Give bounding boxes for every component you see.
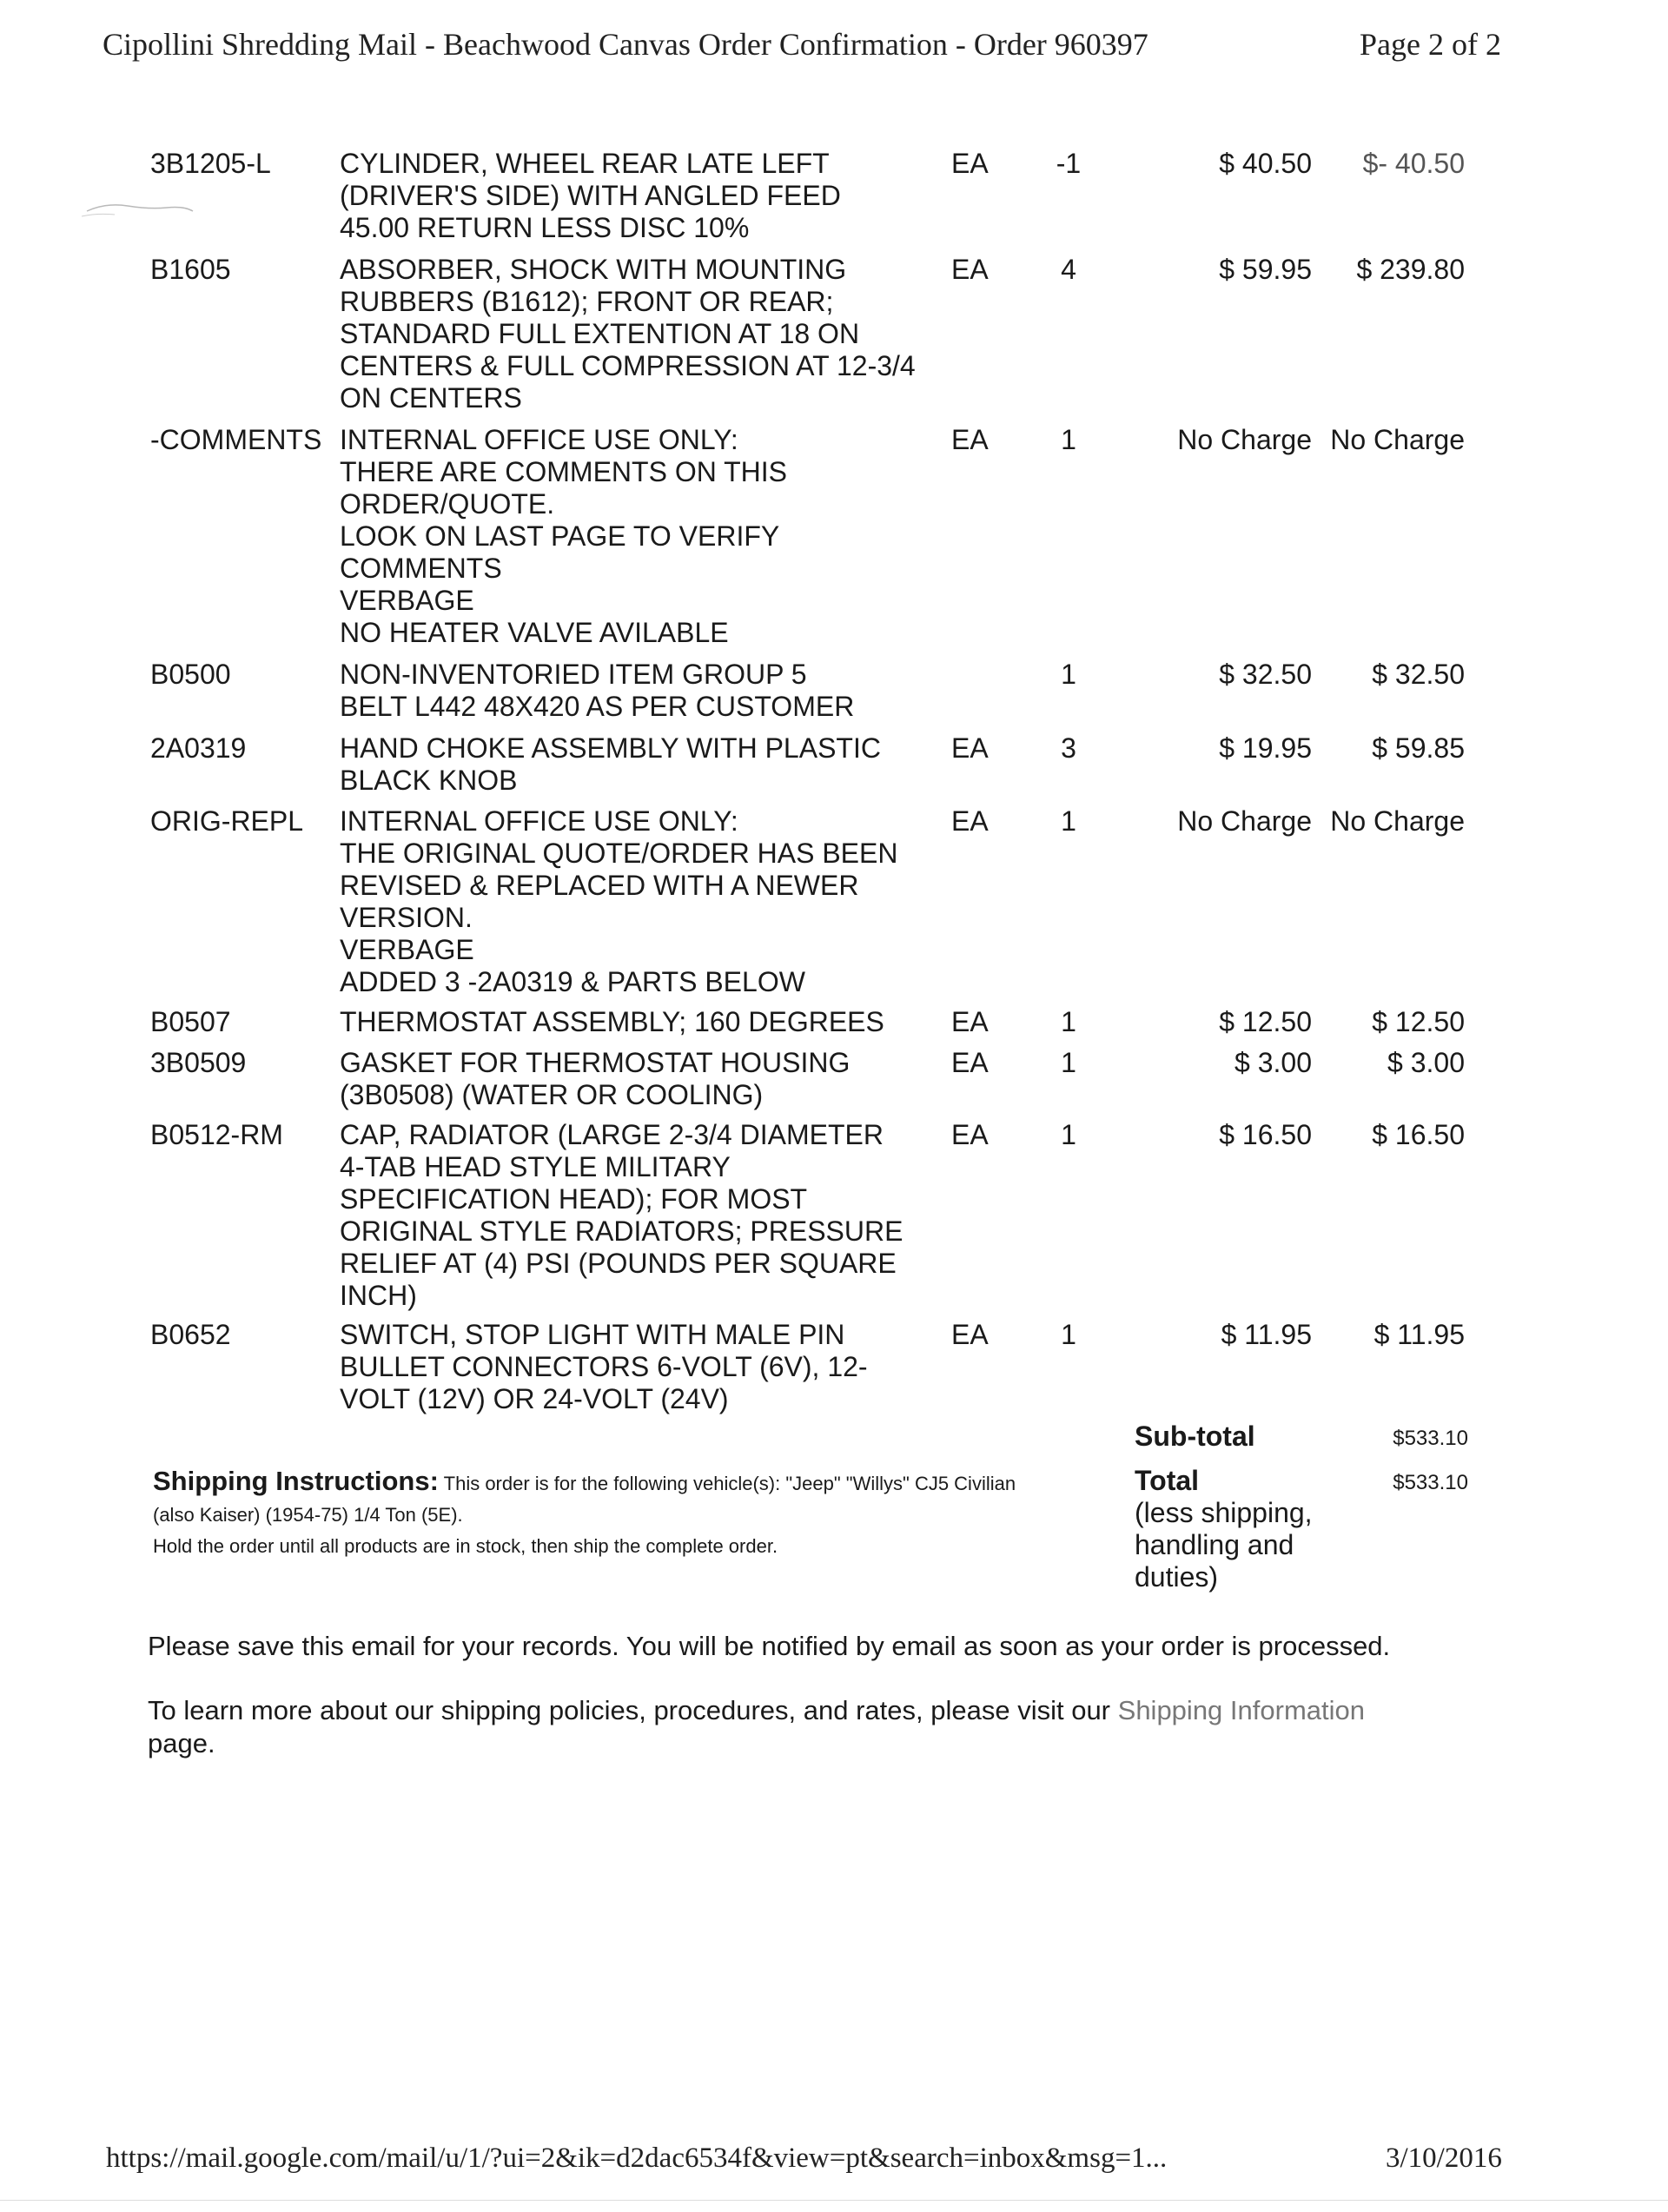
item-line-total: No Charge: [1330, 805, 1465, 837]
item-description-line: VERSION.: [340, 902, 473, 933]
shipping-instructions: [153, 1466, 1109, 1562]
item-description-line: RELIEF AT (4) PSI (POUNDS PER SQUARE: [340, 1248, 897, 1279]
item-quantity: 1: [1061, 1006, 1076, 1037]
item-sku: ORIG-REPL: [150, 805, 304, 837]
item-sku: B0507: [150, 1006, 231, 1037]
shipping-information-link[interactable]: Shipping Information: [1117, 1695, 1365, 1725]
item-description-line: (3B0508) (WATER OR COOLING): [340, 1079, 764, 1110]
item-description-line: (DRIVER'S SIDE) WITH ANGLED FEED: [340, 180, 841, 211]
item-line-total: $ 11.95: [1373, 1319, 1465, 1350]
item-description-line: CENTERS & FULL COMPRESSION AT 12-3/4: [340, 350, 916, 381]
footer-url: https://mail.google.com/mail/u/1/?ui=2&ik=d2dac6534f&view=pt&search=inbox&msg=1...: [106, 2142, 1168, 2174]
item-description: [340, 732, 965, 797]
item-sku: 3B0509: [150, 1047, 247, 1078]
item-description-line: VERBAGE: [340, 934, 474, 965]
shipping-instructions-label: Shipping Instructions:: [153, 1466, 439, 1496]
save-email-note: Please save this email for your records. You will be notified by email as soon as your order is processed.: [148, 1631, 1391, 1661]
shipping-policy-note: [148, 1694, 1468, 1760]
item-description-line: ORIGINAL STYLE RADIATORS; PRESSURE: [340, 1215, 904, 1247]
item-description-line: BULLET CONNECTORS 6-VOLT (6V), 12-: [340, 1351, 868, 1382]
item-unit: EA: [951, 1319, 989, 1350]
shipping-policy-text: To learn more about our shipping policies, procedures, and rates, please visit our: [148, 1695, 1111, 1725]
item-line-total: $ 3.00: [1387, 1047, 1465, 1078]
item-unit-price: $ 11.95: [1221, 1319, 1312, 1350]
scan-smudge: [80, 195, 202, 222]
item-description: [340, 254, 965, 414]
footer-divider: [0, 2200, 1668, 2201]
item-quantity: -1: [1056, 148, 1082, 179]
item-description-line: INCH): [340, 1280, 417, 1311]
item-description-line: CAP, RADIATOR (LARGE 2-3/4 DIAMETER: [340, 1119, 884, 1150]
item-line-total: $ 59.85: [1372, 732, 1465, 764]
item-description-line: RUBBERS (B1612); FRONT OR REAR;: [340, 286, 834, 317]
total-note-line: duties): [1135, 1561, 1219, 1593]
total-value: $533.10: [1393, 1471, 1468, 1494]
item-description-line: THERMOSTAT ASSEMBLY; 160 DEGREES: [340, 1006, 884, 1037]
item-quantity: 4: [1061, 254, 1076, 285]
item-description: [340, 1319, 965, 1415]
item-unit-price: No Charge: [1177, 805, 1312, 837]
item-unit-price: $ 59.95: [1219, 254, 1312, 285]
item-sku: 3B1205-L: [150, 148, 271, 179]
footer-date: 3/10/2016: [1386, 2142, 1502, 2174]
item-unit-price: $ 3.00: [1234, 1047, 1312, 1078]
item-quantity: 1: [1061, 1047, 1076, 1078]
item-sku: B0500: [150, 659, 231, 690]
item-description-line: ABSORBER, SHOCK WITH MOUNTING: [340, 254, 847, 285]
item-description-line: BLACK KNOB: [340, 765, 518, 796]
item-description-line: COMMENTS: [340, 553, 502, 584]
item-description-line: VOLT (12V) OR 24-VOLT (24V): [340, 1383, 729, 1414]
item-unit: EA: [951, 1006, 989, 1037]
item-line-total: $ 32.50: [1372, 659, 1465, 690]
total-note-line: handling and: [1135, 1529, 1294, 1560]
total-note-line: (less shipping,: [1135, 1497, 1313, 1528]
item-unit: EA: [951, 1047, 989, 1078]
item-description-line: INTERNAL OFFICE USE ONLY:: [340, 805, 738, 837]
item-description-line: HAND CHOKE ASSEMBLY WITH PLASTIC: [340, 732, 881, 764]
item-description-line: LOOK ON LAST PAGE TO VERIFY: [340, 520, 780, 552]
item-description-line: 4-TAB HEAD STYLE MILITARY: [340, 1151, 731, 1182]
item-description: [340, 424, 965, 649]
shipping-policy-text-end: page.: [148, 1728, 215, 1758]
item-description-line: 45.00 RETURN LESS DISC 10%: [340, 212, 750, 243]
item-description-line: THERE ARE COMMENTS ON THIS: [340, 456, 788, 487]
item-description-line: NON-INVENTORIED ITEM GROUP 5: [340, 659, 807, 690]
item-sku: 2A0319: [150, 732, 247, 764]
item-line-total: $ 239.80: [1356, 254, 1465, 285]
shipping-instructions-line: (also Kaiser) (1954-75) 1/4 Ton (5E).: [153, 1504, 463, 1526]
item-description-line: THE ORIGINAL QUOTE/ORDER HAS BEEN: [340, 838, 898, 869]
subtotal-label: Sub-total: [1135, 1421, 1255, 1452]
item-sku: B0512-RM: [150, 1119, 283, 1150]
shipping-instructions-line: Hold the order until all products are in stock, then ship the complete order.: [153, 1535, 778, 1557]
subtotal-value: $533.10: [1393, 1427, 1468, 1450]
total-label: Total: [1135, 1465, 1200, 1496]
item-description-line: SWITCH, STOP LIGHT WITH MALE PIN: [340, 1319, 845, 1350]
item-description: [340, 1119, 965, 1312]
item-description-line: INTERNAL OFFICE USE ONLY:: [340, 424, 738, 455]
item-unit: EA: [951, 148, 989, 179]
item-description-line: ORDER/QUOTE.: [340, 488, 555, 520]
item-unit-price: $ 40.50: [1219, 148, 1312, 179]
item-description-line: NO HEATER VALVE AVILABLE: [340, 617, 729, 648]
item-description-line: VERBAGE: [340, 585, 474, 616]
item-quantity: 1: [1061, 659, 1076, 690]
item-quantity: 1: [1061, 1119, 1076, 1150]
page-number: Page 2 of 2: [1360, 27, 1501, 62]
item-description-line: ADDED 3 -2A0319 & PARTS BELOW: [340, 966, 805, 997]
item-description-line: STANDARD FULL EXTENTION AT 18 ON: [340, 318, 860, 349]
item-quantity: 1: [1061, 805, 1076, 837]
document-title: Cipollini Shredding Mail - Beachwood Canvas Order Confirmation - Order 960397: [103, 27, 1148, 62]
item-unit-price: $ 32.50: [1219, 659, 1312, 690]
item-line-total: No Charge: [1330, 424, 1465, 455]
item-line-total: $- 40.50: [1362, 148, 1465, 179]
item-description-line: REVISED & REPLACED WITH A NEWER: [340, 870, 859, 901]
item-description: [340, 1047, 965, 1111]
item-description-line: SPECIFICATION HEAD); FOR MOST: [340, 1183, 808, 1215]
item-unit: EA: [951, 1119, 989, 1150]
item-unit: EA: [951, 805, 989, 837]
item-unit-price: $ 12.50: [1219, 1006, 1312, 1037]
item-description-line: BELT L442 48X420 AS PER CUSTOMER: [340, 691, 855, 722]
item-description: [340, 1006, 965, 1038]
item-unit-price: No Charge: [1177, 424, 1312, 455]
item-unit: EA: [951, 424, 989, 455]
item-description: [340, 659, 965, 723]
item-unit: EA: [951, 254, 989, 285]
item-quantity: 1: [1061, 1319, 1076, 1350]
item-description: [340, 148, 965, 244]
shipping-instructions-line: This order is for the following vehicle(s): "Jeep" "Willys" CJ5 Civilian: [443, 1473, 1016, 1494]
item-unit-price: $ 16.50: [1219, 1119, 1312, 1150]
item-sku: B0652: [150, 1319, 231, 1350]
item-quantity: 1: [1061, 424, 1076, 455]
item-sku: B1605: [150, 254, 231, 285]
item-description-line: CYLINDER, WHEEL REAR LATE LEFT: [340, 148, 830, 179]
item-description-line: ON CENTERS: [340, 382, 522, 414]
item-description: [340, 805, 965, 998]
item-unit-price: $ 19.95: [1219, 732, 1312, 764]
item-sku: -COMMENTS: [150, 424, 322, 455]
item-unit: EA: [951, 732, 989, 764]
item-description-line: GASKET FOR THERMOSTAT HOUSING: [340, 1047, 851, 1078]
item-line-total: $ 16.50: [1372, 1119, 1465, 1150]
item-line-total: $ 12.50: [1372, 1006, 1465, 1037]
item-quantity: 3: [1061, 732, 1076, 764]
